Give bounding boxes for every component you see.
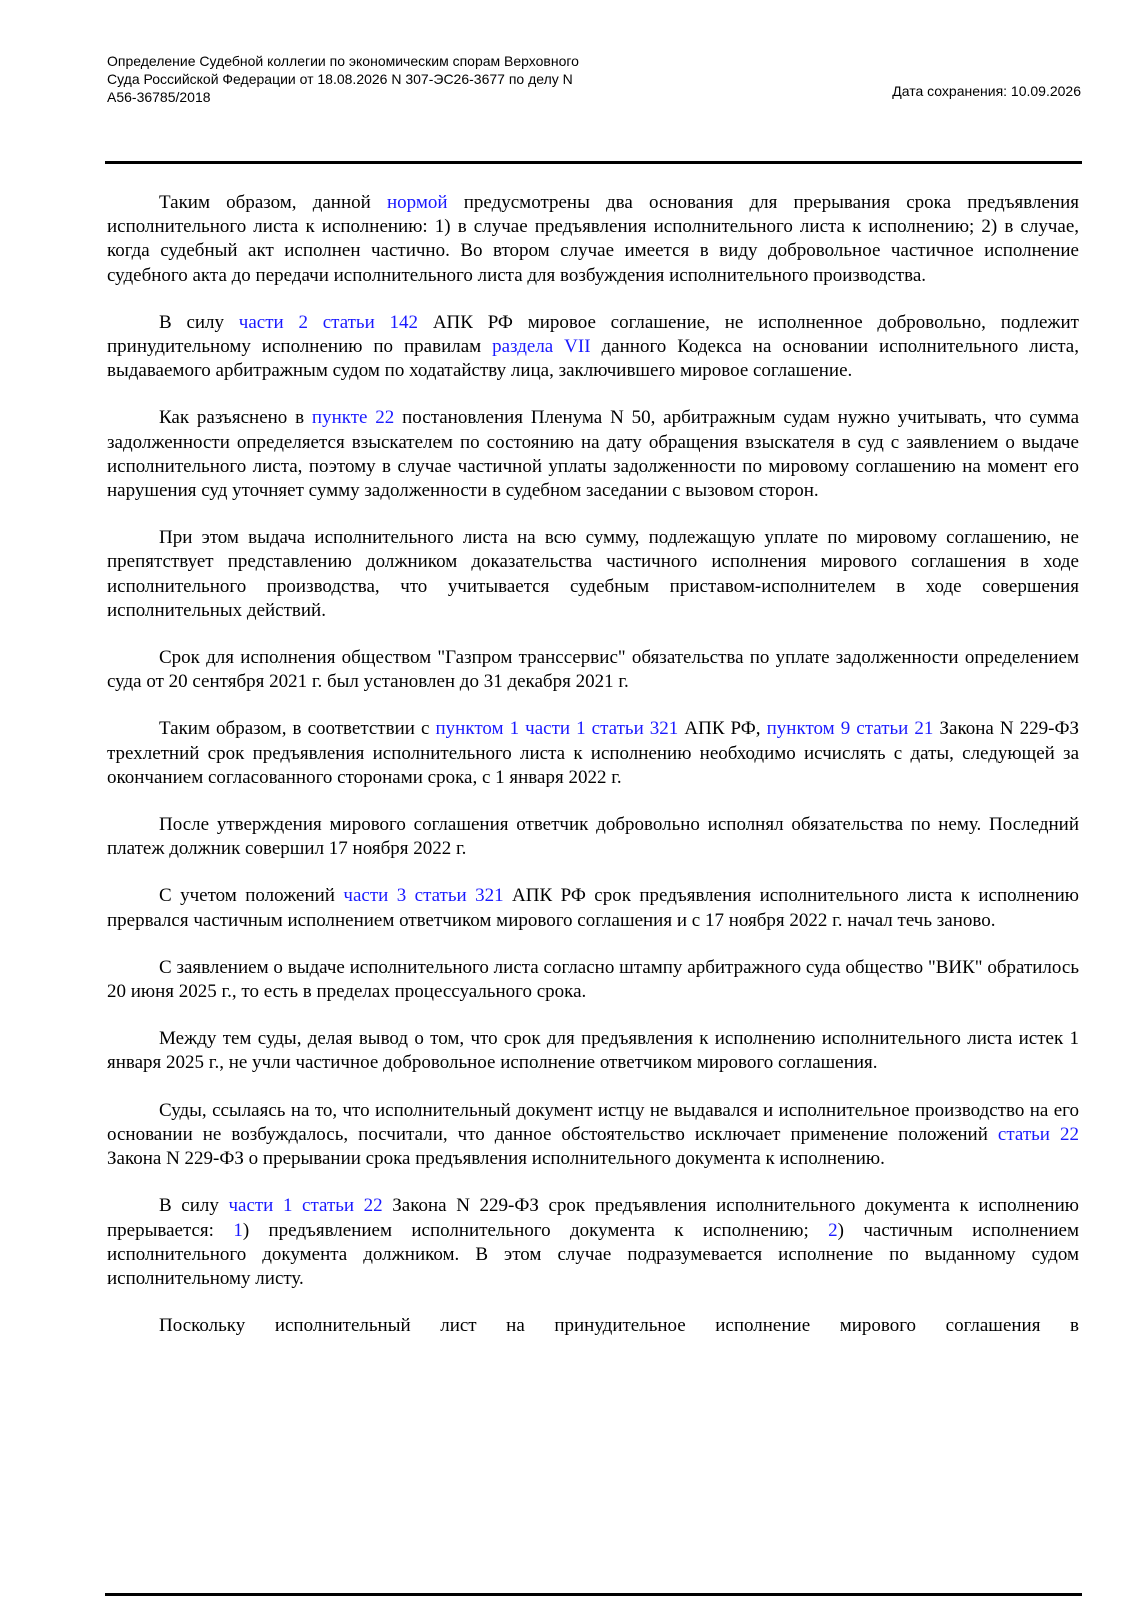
- paragraph-text: Как разъяснено в: [159, 407, 312, 429]
- paragraph-text: В силу: [159, 1195, 229, 1217]
- legal-reference-link[interactable]: 1: [233, 1219, 243, 1241]
- paragraph: [107, 311, 1079, 384]
- paragraph: [107, 956, 1079, 1004]
- page-header: [107, 52, 1081, 122]
- document-title: [107, 52, 667, 106]
- paragraph-text: Закона N 229-ФЗ о прерывании срока предъявления исполнительного документа к исполнению.: [107, 1148, 885, 1170]
- paragraph: [107, 813, 1079, 861]
- paragraph-text: АПК РФ срок предъявления исполнительного листа к исполнению прервался частичным исполнением ответчиком мирового соглашения и с 17 ноября 2022 г. начал течь заново.: [107, 885, 1079, 931]
- legal-reference-link[interactable]: части 1 статьи 22: [228, 1195, 383, 1217]
- paragraph: [107, 191, 1079, 288]
- legal-reference-link[interactable]: пунктом 1 части 1 статьи 321: [435, 718, 679, 740]
- paragraph: [107, 1099, 1079, 1172]
- paragraph: [107, 1027, 1079, 1075]
- document-body: [107, 191, 1079, 1338]
- paragraph-text: Таким образом, в соответствии с: [159, 718, 436, 740]
- legal-reference-link[interactable]: части 2 статьи 142: [238, 311, 419, 333]
- legal-reference-link[interactable]: части 3 статьи 321: [343, 885, 504, 907]
- document-title-line: Определение Судебной коллегии по экономическим спорам Верховного: [107, 53, 579, 69]
- paragraph-text: С учетом положений: [159, 885, 344, 907]
- paragraph-text: ) частичным исполнением исполнительного документа должником. В этом случае подразумевается исполнение по выданному судом исполнительному листу.: [107, 1219, 1079, 1289]
- paragraph-text: При этом выдача исполнительного листа на всю сумму, подлежащую уплате по мировому соглашению, не препятствует представлению должником доказательства частичного исполнения мирового соглашения в ходе исполнительного производства, что учитывается судебным приставом-исполнителем в ходе совершения исполнительных действий.: [107, 527, 1079, 621]
- paragraph-text: Таким образом, данной: [159, 192, 387, 213]
- paragraph-text: предусмотрены два основания для прерывания срока предъявления исполнительного листа к исполнению: 1) в случае предъявления исполнительного листа к исполнению; 2) в случае, когда судебный акт исполнен частично. Во втором случае имеется в виду добровольное частичное исполнение судебного акта до передачи исполнительного листа для возбуждения исполнительного производства.: [107, 192, 1080, 286]
- paragraph-text: АПК РФ,: [678, 718, 767, 740]
- paragraph: [107, 1194, 1079, 1291]
- footer-divider: [105, 1593, 1082, 1596]
- paragraph-text: Закона N 229-ФЗ срок предъявления исполнительного документа к исполнению прерывается:: [107, 1195, 1079, 1241]
- paragraph: [107, 1314, 1079, 1338]
- paragraph: [107, 884, 1079, 932]
- paragraph-text: После утверждения мирового соглашения ответчик добровольно исполнял обязательства по нему. Последний платеж должник совершил 17 ноября 2022 г.: [107, 814, 1079, 860]
- legal-reference-link[interactable]: пунктом 9 статьи 21: [766, 718, 934, 740]
- paragraph-text: Срок для исполнения обществом "Газпром транссервис" обязательства по уплате задолженности определением суда от 20 сентября 2021 г. был установлен до 31 декабря 2021 г.: [107, 647, 1079, 693]
- save-date: Дата сохранения: 10.09.2026: [892, 83, 1081, 99]
- paragraph: [107, 717, 1079, 790]
- paragraph-text: Суды, ссылаясь на то, что исполнительный документ истцу не выдавался и исполнительное производство на его основании не возбуждалось, посчитали, что данное обстоятельство исключает применение положений: [107, 1099, 1079, 1145]
- header-divider: [105, 161, 1082, 164]
- legal-reference-link[interactable]: пункте 22: [311, 407, 395, 429]
- legal-reference-link[interactable]: статьи 22: [997, 1123, 1079, 1145]
- paragraph-text: постановления Пленума N 50, арбитражным судам нужно учитывать, что сумма задолженности определяется взыскателем по состоянию на дату обращения взыскателя в суд с заявлением о выдаче исполнительного листа, поэтому в случае частичной уплаты задолженности по мировому соглашению на момент его нарушения суд уточняет сумму задолженности в судебном заседании с вызовом сторон.: [107, 407, 1080, 502]
- paragraph-text: данного Кодекса на основании исполнительного листа, выдаваемого арбитражным судом по ходатайству лица, заключившего мировое соглашение.: [107, 336, 1079, 382]
- paragraph: [107, 406, 1079, 503]
- document-title-line: А56-36785/2018: [107, 89, 211, 105]
- legal-reference-link[interactable]: нормой: [386, 192, 448, 213]
- paragraph-text: Между тем суды, делая вывод о том, что срок для предъявления к исполнению исполнительного листа истек 1 января 2025 г., не учли частичное добровольное исполнение ответчиком мирового соглашения.: [107, 1028, 1079, 1074]
- paragraph: [107, 526, 1079, 623]
- paragraph-text: В силу: [159, 311, 239, 333]
- legal-reference-link[interactable]: 2: [828, 1219, 838, 1241]
- paragraph-text: Закона N 229-ФЗ трехлетний срок предъявления исполнительного листа к исполнению необходимо исчислять с даты, следующей за окончанием согласованного сторонами срока, с 1 января 2022 г.: [107, 718, 1080, 788]
- paragraph-text: С заявлением о выдаче исполнительного листа согласно штампу арбитражного суда общество "ВИК" обратилось 20 июня 2025 г., то есть в пределах процессуального срока.: [107, 956, 1079, 1003]
- paragraph: [107, 646, 1079, 694]
- paragraph-text: Поскольку исполнительный лист на принудительное исполнение мирового соглашения в: [159, 1315, 1079, 1337]
- paragraph-text: ) предъявлением исполнительного документа к исполнению;: [242, 1219, 829, 1241]
- paragraph-text: АПК РФ мировое соглашение, не исполненное добровольно, подлежит принудительному исполнению по правилам: [107, 311, 1079, 358]
- document-title-line: Суда Российской Федерации от 18.08.2026 N 307-ЭС26-3677 по делу N: [107, 71, 573, 87]
- legal-reference-link[interactable]: раздела VII: [492, 336, 591, 358]
